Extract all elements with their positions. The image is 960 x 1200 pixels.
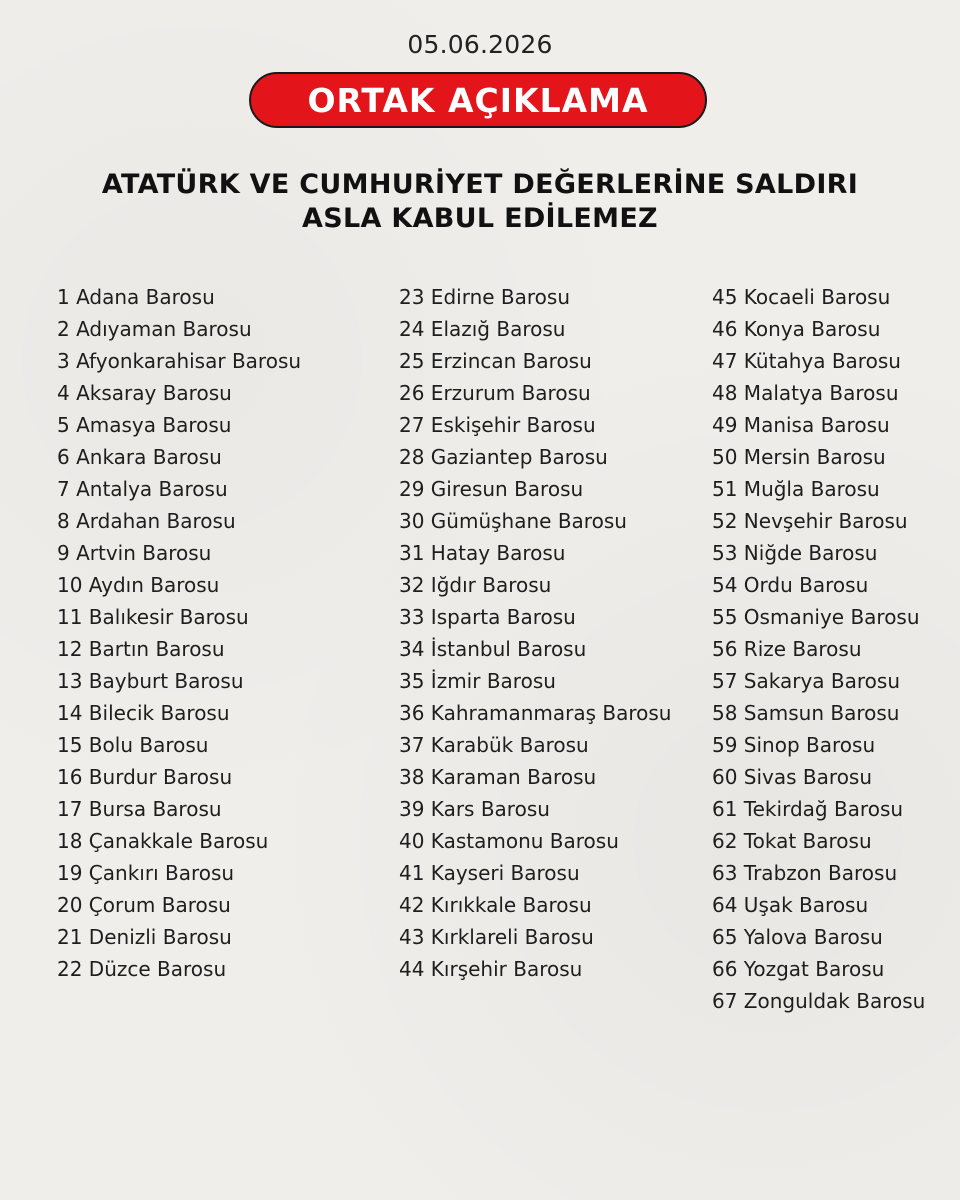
bar-list-item: 35 İzmir Barosu bbox=[399, 669, 556, 693]
bar-list-item: 26 Erzurum Barosu bbox=[399, 381, 591, 405]
bar-list-item: 37 Karabük Barosu bbox=[399, 733, 589, 757]
bar-list-item: 7 Antalya Barosu bbox=[57, 477, 228, 501]
bar-list-item: 27 Eskişehir Barosu bbox=[399, 413, 596, 437]
bar-list-item: 11 Balıkesir Barosu bbox=[57, 605, 249, 629]
bar-list-column-3 bbox=[712, 281, 925, 1017]
bar-list-item: 2 Adıyaman Barosu bbox=[57, 317, 252, 341]
bar-list-item: 44 Kırşehir Barosu bbox=[399, 957, 583, 981]
bar-list-item: 3 Afyonkarahisar Barosu bbox=[57, 349, 302, 373]
bar-list-item: 32 Iğdır Barosu bbox=[399, 573, 552, 597]
bar-list-item: 57 Sakarya Barosu bbox=[712, 669, 901, 693]
bar-list-item: 53 Niğde Barosu bbox=[712, 541, 878, 565]
bar-list-item: 63 Trabzon Barosu bbox=[712, 861, 898, 885]
bar-list-item: 18 Çanakkale Barosu bbox=[57, 829, 269, 853]
bar-list-item: 40 Kastamonu Barosu bbox=[399, 829, 619, 853]
bar-list-item: 62 Tokat Barosu bbox=[712, 829, 872, 853]
bar-list-item: 23 Edirne Barosu bbox=[399, 285, 570, 309]
bar-list-item: 13 Bayburt Barosu bbox=[57, 669, 244, 693]
bar-list-item: 39 Kars Barosu bbox=[399, 797, 550, 821]
bar-list-item: 33 Isparta Barosu bbox=[399, 605, 576, 629]
bar-list-item: 49 Manisa Barosu bbox=[712, 413, 890, 437]
bar-list-item: 6 Ankara Barosu bbox=[57, 445, 222, 469]
bar-list-item: 54 Ordu Barosu bbox=[712, 573, 869, 597]
headline bbox=[0, 168, 960, 236]
bar-list-item: 46 Konya Barosu bbox=[712, 317, 881, 341]
bar-list-item: 60 Sivas Barosu bbox=[712, 765, 873, 789]
badge-label: ORTAK AÇIKLAMA bbox=[307, 80, 649, 120]
bar-list-item: 19 Çankırı Barosu bbox=[57, 861, 235, 885]
bar-list-item: 50 Mersin Barosu bbox=[712, 445, 886, 469]
bar-list-item: 15 Bolu Barosu bbox=[57, 733, 209, 757]
bar-list-item: 64 Uşak Barosu bbox=[712, 893, 869, 917]
announcement-date: 05.06.2026 bbox=[407, 30, 553, 59]
bar-list-item: 20 Çorum Barosu bbox=[57, 893, 231, 917]
bar-list-item: 24 Elazığ Barosu bbox=[399, 317, 566, 341]
bar-list-item: 55 Osmaniye Barosu bbox=[712, 605, 920, 629]
bar-list-item: 22 Düzce Barosu bbox=[57, 957, 227, 981]
bar-list-item: 21 Denizli Barosu bbox=[57, 925, 232, 949]
bar-list-item: 45 Kocaeli Barosu bbox=[712, 285, 891, 309]
bar-list-item: 30 Gümüşhane Barosu bbox=[399, 509, 627, 533]
bar-list-item: 1 Adana Barosu bbox=[57, 285, 215, 309]
bar-list-item: 29 Giresun Barosu bbox=[399, 477, 584, 501]
bar-list-item: 42 Kırıkkale Barosu bbox=[399, 893, 592, 917]
bar-list-item: 16 Burdur Barosu bbox=[57, 765, 233, 789]
bar-list-item: 14 Bilecik Barosu bbox=[57, 701, 230, 725]
bar-list-item: 65 Yalova Barosu bbox=[712, 925, 883, 949]
bar-list-item: 56 Rize Barosu bbox=[712, 637, 862, 661]
bar-list-item: 58 Samsun Barosu bbox=[712, 701, 900, 725]
bar-list-item: 17 Bursa Barosu bbox=[57, 797, 222, 821]
bar-list-item: 51 Muğla Barosu bbox=[712, 477, 880, 501]
bar-list-item: 34 İstanbul Barosu bbox=[399, 637, 587, 661]
bar-list-column-2 bbox=[399, 281, 671, 985]
bar-list-item: 43 Kırklareli Barosu bbox=[399, 925, 594, 949]
bar-list-item: 47 Kütahya Barosu bbox=[712, 349, 901, 373]
bar-list-item: 28 Gaziantep Barosu bbox=[399, 445, 608, 469]
bar-list-item: 31 Hatay Barosu bbox=[399, 541, 566, 565]
bar-list-item: 25 Erzincan Barosu bbox=[399, 349, 592, 373]
bar-list-item: 48 Malatya Barosu bbox=[712, 381, 899, 405]
bar-list-item: 52 Nevşehir Barosu bbox=[712, 509, 908, 533]
bar-list-item: 36 Kahramanmaraş Barosu bbox=[399, 701, 672, 725]
bar-list-item: 10 Aydın Barosu bbox=[57, 573, 220, 597]
headline-line-1: ATATÜRK VE CUMHURİYET DEĞERLERİNE SALDIRI bbox=[101, 169, 859, 200]
headline-line-2: ASLA KABUL EDİLEMEZ bbox=[302, 203, 658, 234]
joint-statement-badge bbox=[249, 72, 707, 128]
bar-list-column-1 bbox=[57, 281, 301, 985]
bar-list-item: 5 Amasya Barosu bbox=[57, 413, 232, 437]
bar-list-item: 38 Karaman Barosu bbox=[399, 765, 597, 789]
bar-list-item: 9 Artvin Barosu bbox=[57, 541, 212, 565]
bar-list-item: 66 Yozgat Barosu bbox=[712, 957, 885, 981]
bar-list-item: 59 Sinop Barosu bbox=[712, 733, 876, 757]
bar-list-item: 4 Aksaray Barosu bbox=[57, 381, 232, 405]
bar-list-item: 12 Bartın Barosu bbox=[57, 637, 225, 661]
bar-list-item: 8 Ardahan Barosu bbox=[57, 509, 236, 533]
bar-list-item: 61 Tekirdağ Barosu bbox=[712, 797, 904, 821]
bar-list-item: 41 Kayseri Barosu bbox=[399, 861, 580, 885]
bar-list-item: 67 Zonguldak Barosu bbox=[712, 989, 926, 1013]
